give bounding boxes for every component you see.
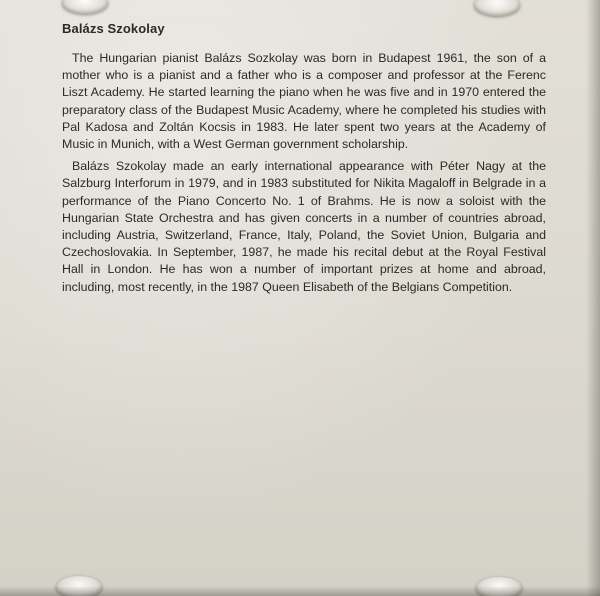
biography-text	[62, 21, 546, 301]
page-edge-shadow	[586, 0, 600, 596]
biography-paragraph-2: Balázs Szokolay made an early international appearance with Péter Nagy at the Salzburg Interforum in 1979, and in 1983 substituted for Nikita Magaloff in Belgrade in a performance of the Piano Concerto No. 1 of Brahms. He is now a soloist with the Hungarian State Orchestra and has given concerts in a number of countries abroad, including Austria, Switzerland, France, Italy, Poland, the Soviet Union, Bulgaria and Czechoslovakia. In September, 1987, he made his recital debut at the Royal Festival Hall in London. He has won a number of important prizes at home and abroad, including, most recently, in the 1987 Queen Elisabeth of the Belgians Competition.	[62, 159, 546, 294]
page-title: Balázs Szokolay	[62, 21, 165, 36]
page-bottom-shadow	[0, 586, 600, 596]
biography-paragraph-1: The Hungarian pianist Balázs Sozkolay was born in Budapest 1961, the son of a mother who is a pianist and a father who is a composer and professor at the Ferenc Liszt Academy. He started learning the piano when he was five and in 1970 entered the preparatory class of the Budapest Music Academy, where he completed his studies with Pal Kadosa and Zoltán Kocsis in 1983. He later spent two years at the Academy of Music in Munich, with a West German government scholarship.	[62, 51, 546, 152]
case-clip-top-right	[474, 0, 520, 16]
case-clip-top-left	[62, 0, 108, 14]
